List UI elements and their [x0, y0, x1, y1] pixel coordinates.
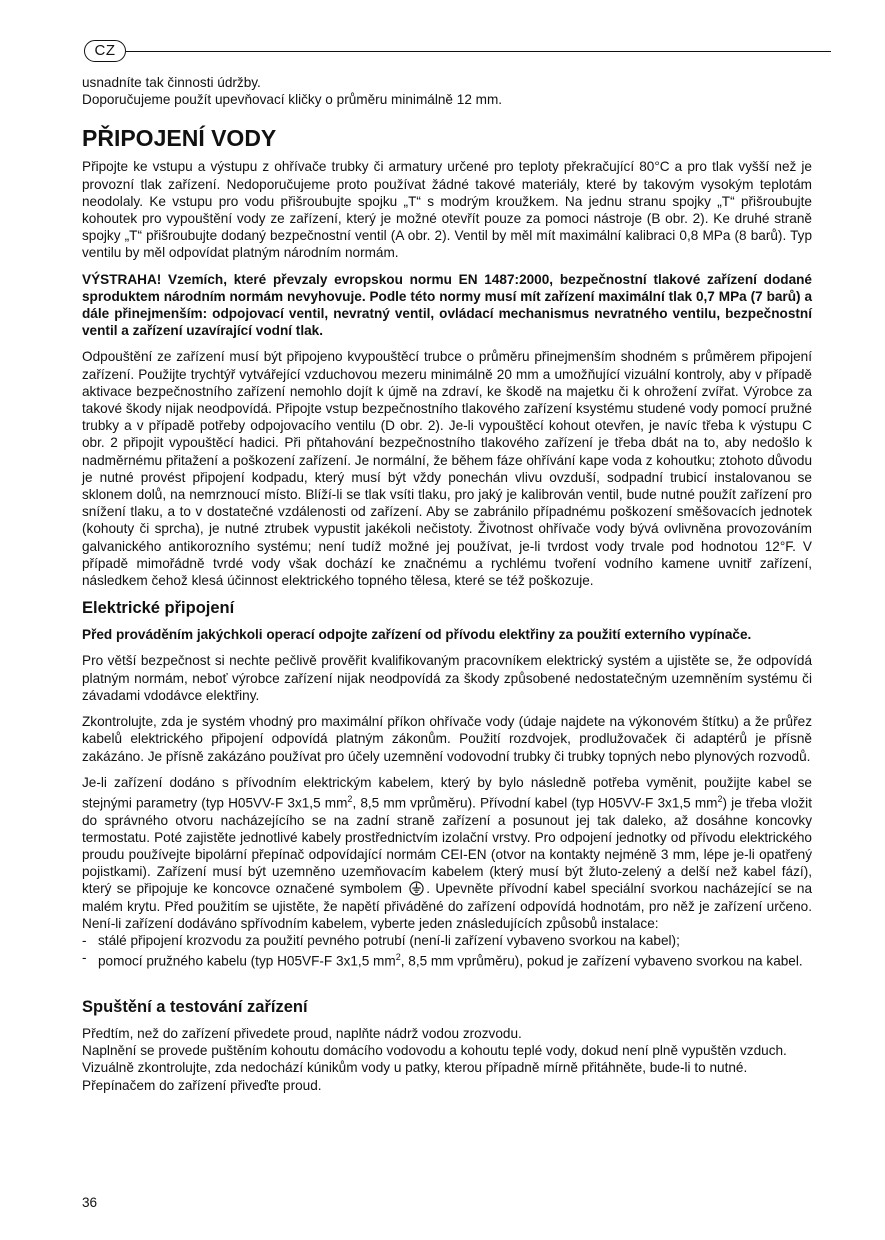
page-content	[82, 74, 812, 1094]
intro-line: Doporučujeme použít upevňovací kličky o průměru minimálně 12 mm.	[82, 92, 503, 108]
list-item-text: , 8,5 mm vprůměru), pokud je zařízení vybaveno svorkou na kabel.	[400, 953, 803, 969]
list-dash: -	[82, 933, 87, 949]
section-title-startup: Spuštění a testování zařízení	[82, 998, 308, 1016]
section-title-electric: Elektrické připojení	[82, 599, 235, 618]
electric-paragraph-2: Zkontrolujte, zda je systém vhodný pro maximální příkon ohřívače vody (údaje najdete na výkonovém štítku) a že průřez kabelů elektrického připojení odpovídá platným zákonům. Použití rozdvojek, prodlužovaček či adaptérů je přísně zakázáno. Je přísně zakázáno používat pro účely uzemnění vodovodní trubky či trubky topných nebo plynových rozvodů.	[82, 714, 812, 764]
header-rule	[126, 51, 831, 52]
language-badge: CZ	[84, 40, 126, 62]
startup-line: Předtím, než do zařízení přivedete proud, naplňte nádrž vodou zrozvodu.	[82, 1026, 522, 1041]
superscript: 2	[717, 793, 723, 804]
intro-line: usnadníte tak činnosti údržby.	[82, 75, 261, 90]
water-paragraph-2: Odpouštění ze zařízení musí být připojeno kvypouštěcí trubce o průměru přinejmenším shodném s průměrem připojení zařízení. Použijte trychtýř vytvářející vzduchovou mezeru minimálně 20 mm a umožňující vizuální kontroly, aby v případě aktivace bezpečnostního zařízení nemohlo dojít k újmě na zdraví, ke škodě na majetku či k ohrožení zvířat. Výrobce za takové škody nijak neodpovídá. Připojte vstup bezpečnostního tlakového zařízení ksystému studené vody pomocí pružné trubky a v případě potřeby odpojovacího ventilu (D obr. 2). Je-li vypouštěcí kohout otevřen, je navíc třeba k výstupu C obr. 2 připojit vypouštěcí hadici. Při pňtahování bezpečnostního tlakového zařízení je třeba dbát na to, aby nedošlo k nadměrnému přitažení a poškození zařízení. Je normální, že během fáze ohřívání kape voda z kohoutku; ztohoto důvodu je nutné provést připojení kodpadu, který musí být vždy ponechán vlivu ovzduší, sodpadní trubicí instalovanou se sklonem dolů, na nemrznoucí místo. Blíží-li se tlak vsíti tlaku, pro jaký je kalibrován ventil, bude nutné použít zařízení pro snížení tlaku, a to v dostatečné vzdálenosti od zařízení. Aby se zabránilo případnému poškození směšovacích jednotek (kohouty či sprcha), je nutné ztrubek vypustit jakékoli nečistoty. Životnost ohřívače vody bývá ovlivněna provozováním galvanického antikorozního systému; není tudíž možné jej používat, je-li tvrdost vody trvale pod hodnotou 12°F. V případě mimořádně tvrdé vody však dochází ke značnému a rychlému tvoření vodního kamene uvnitř zařízení, následkem čehož klesá účinnost elektrického topného tělesa, které se též poškozuje.	[82, 349, 812, 589]
paragraph-text: ) je třeba vložit do správného otvoru nacházejícího se na zadní straně zařízení a posunout jej tak daleko, až dosáhne koncovky termostatu. Poté zajistěte jednotlivé kabely prostřednictvím izolační vrstvy. Pro odpojení jednotky od přívodu elektrického proudu používejte bipolární přepínač odpovídající normám CEI-EN (otvor na kontakty nejméně 3 mm, lépe je-li opatřený pojistkami). Zařízení musí být uzemněno uzemňovacím kabelem (který musí být žluto-zelený a delší než kabel fází), který se připojuje ke koncovce označené symbolem	[82, 795, 812, 897]
startup-line: Naplnění se provede puštěním kohoutu domácího vodovodu a kohoutu teplé vody, dokud není plně vypuštěn vzduch.	[82, 1043, 787, 1059]
startup-line: Přepínačem do zařízení přiveďte proud.	[82, 1077, 322, 1093]
section-title-water: PŘIPOJENÍ VODY	[82, 125, 277, 152]
water-paragraph-1: Připojte ke vstupu a výstupu z ohřívače trubky či armatury určené pro teploty překračující 80°C a pro tlak vyšší než je provozní tlak zařízení. Nedoporučujeme proto používat žádné takové materiály, které by takovým vysokým teplotám neodolaly. Ke vstupu pro vodu přišroubujte spojku „T“ s modrým kroužkem. Na jednu stranu spojky „T“ přišroubujte kohoutek pro vypouštění vody ze zařízení, který je možné otevřít pouze za pomoci nástroje (B obr. 2). Ke druhé straně spojky „T“ přišroubujte dodaný bezpečnostní ventil (A obr. 2). Ventil by měl mít maximální kalibraci 0,8 MPa (8 barů). Typ ventilu by měl odpovídat platným národním normám.	[82, 159, 812, 261]
list-dash: -	[82, 950, 87, 966]
list-item-text: stálé připojení krozvodu za použití pevného potrubí (není-li zařízení vybaveno svorkou na kabel);	[98, 933, 680, 949]
electric-warning: Před prováděním jakýchkoli operací odpojte zařízení od přívodu elektřiny za použití externího vypínače.	[82, 627, 752, 643]
superscript: 2	[347, 793, 353, 804]
electric-paragraph-3	[82, 774, 812, 932]
paragraph-text: , 8,5 mm vprůměru). Přívodní kabel (typ H05VV-F 3x1,5 mm	[352, 795, 718, 811]
list-item	[82, 932, 812, 949]
installation-options-list	[82, 932, 812, 970]
electric-paragraph-1: Pro větší bezpečnost si nechte pečlivě prověřit kvalifikovaným pracovníkem elektrický systém a ujistěte se, že odpovídá platným normám, neboť výrobce zařízení nijak neodpovídá za škody způsobené nedostatečným uzemněním systému či závadami vdodávce elektřiny.	[82, 653, 812, 703]
startup-line: Vizuálně zkontrolujte, zda nedochází kúnikům vody u patky, kterou případně mírně přitáhněte, bude-li to nutné.	[82, 1060, 748, 1076]
list-item-text: pomocí pružného kabelu (typ H05VF-F 3x1,5 mm	[98, 953, 396, 969]
page-number: 36	[82, 1195, 98, 1210]
paragraph-text: . Upevněte přívodní kabel speciální svorkou nacházející se na malém krytu. Před použitím se ujistěte, že napětí přiváděné do zařízení odpovídá hodnotám, pro něž je zařízení určeno. Není-li zařízení dodáváno spřívodním kabelem, vyberte jeden znásledujících způsobů instalace:	[82, 881, 813, 931]
list-item	[82, 949, 812, 970]
superscript: 2	[395, 952, 401, 963]
water-warning: VÝSTRAHA! Vzemích, které převzaly evropskou normu EN 1487:2000, bezpečnostní tlakové zařízení dodané sproduktem národním normám nevyhovuje. Podle této normy musí mít zařízení maximální tlak 0,7 MPa (7 barů) a dále přinejmenším: odpojovací ventil, nevratný ventil, ovládací mechanismus nevratného ventilu, bezpečnostní ventil a zařízení uzavírající vodní tlak.	[82, 271, 812, 339]
ground-symbol-icon	[409, 881, 424, 896]
paragraph-text: Je-li zařízení dodáno s přívodním elektrickým kabelem, který by bylo následně potřeba vyměnit, použijte kabel se stejnými parametry (typ H05VV-F 3x1,5 mm	[82, 774, 812, 811]
